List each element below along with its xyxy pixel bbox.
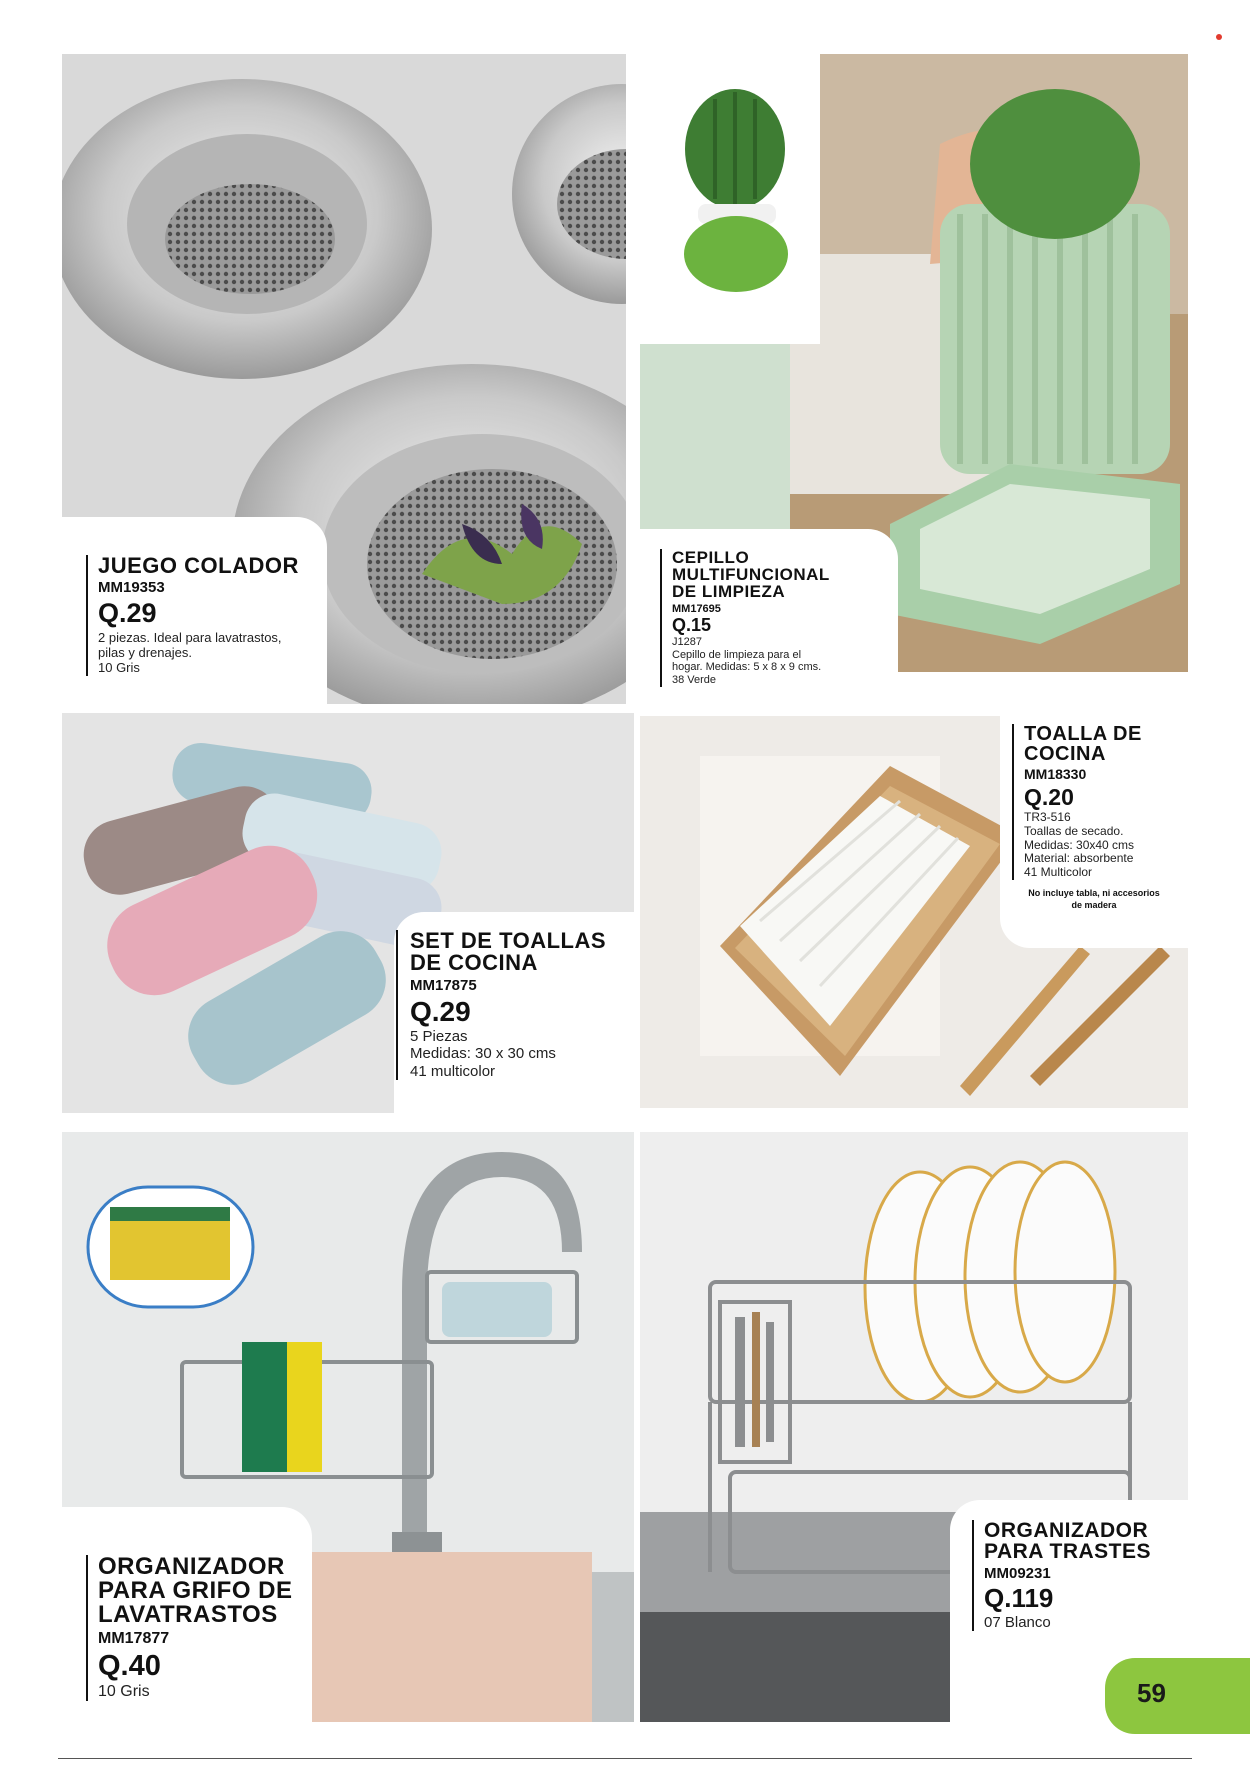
product-title: DE COCINA (410, 950, 538, 975)
product-desc-line: 38 Verde (672, 673, 717, 686)
product-title: CEPILLO (672, 548, 750, 567)
product-title: JUEGO COLADOR (98, 553, 299, 578)
product-title: LAVATRASTOS (98, 1601, 278, 1628)
product-code: MM17695 (672, 603, 721, 615)
label-set-toallas (394, 912, 634, 1113)
product-code: MM19353 (98, 579, 165, 596)
product-note-line: No incluye tabla, ni accesorios (1028, 887, 1160, 898)
product-title: ORGANIZADOR (98, 1553, 285, 1580)
page-number-tab (1105, 1658, 1250, 1734)
product-desc-line: 10 Gris (98, 659, 140, 675)
product-desc-line: pilas y drenajes. (98, 644, 192, 660)
product-desc-line: 2 piezas. Ideal para lavatrastos, (98, 630, 282, 645)
product-desc-line: 10 Gris (98, 1683, 150, 1700)
product-price: Q.40 (98, 1650, 161, 1682)
product-desc-line: Toallas de secado. (1024, 823, 1124, 838)
page-number: 59 (1137, 1678, 1166, 1708)
product-title: PARA GRIFO DE (98, 1577, 293, 1604)
product-price: Q.20 (1024, 784, 1074, 810)
corner-mark (1216, 34, 1222, 40)
product-price: Q.29 (98, 598, 157, 628)
product-code: MM18330 (1024, 766, 1087, 782)
label-cepillo (640, 529, 898, 704)
product-title: DE LIMPIEZA (672, 582, 786, 601)
product-code: MM17877 (98, 1630, 170, 1647)
product-code: MM09231 (984, 1565, 1051, 1582)
product-price: Q.119 (984, 1583, 1054, 1613)
product-desc-line: Cepillo de limpieza para el (672, 648, 802, 661)
product-title: MULTIFUNCIONAL (672, 565, 830, 584)
product-code: MM17875 (410, 977, 477, 994)
product-desc-line: 41 multicolor (410, 1062, 496, 1080)
product-desc-line: TR3-516 (1024, 810, 1071, 824)
product-desc-line: 5 Piezas (410, 1028, 468, 1045)
product-desc-line: Medidas: 30 x 30 cms (410, 1045, 556, 1063)
product-title: TOALLA DE (1024, 723, 1142, 745)
label-colador (62, 517, 327, 704)
product-price: Q.29 (410, 996, 471, 1027)
product-title: SET DE TOALLAS (410, 928, 607, 953)
label-toalla (1000, 716, 1188, 948)
label-organizador-grifo (62, 1507, 312, 1722)
product-desc-line: 41 Multicolor (1024, 865, 1093, 880)
bottom-divider (58, 1758, 1192, 1759)
product-title: ORGANIZADOR (984, 1519, 1149, 1542)
product-note-line: de madera (1071, 899, 1117, 910)
product-desc-line: J1287 (672, 636, 702, 648)
product-title: COCINA (1024, 743, 1106, 765)
product-title: PARA TRASTES (984, 1540, 1152, 1563)
product-desc-line: Medidas: 30x40 cms (1024, 837, 1135, 852)
product-desc-line: 07 Blanco (984, 1614, 1051, 1631)
product-price: Q.15 (672, 615, 712, 635)
product-desc-line: hogar. Medidas: 5 x 8 x 9 cms. (672, 661, 822, 674)
product-desc-line: Material: absorbente (1024, 851, 1134, 866)
